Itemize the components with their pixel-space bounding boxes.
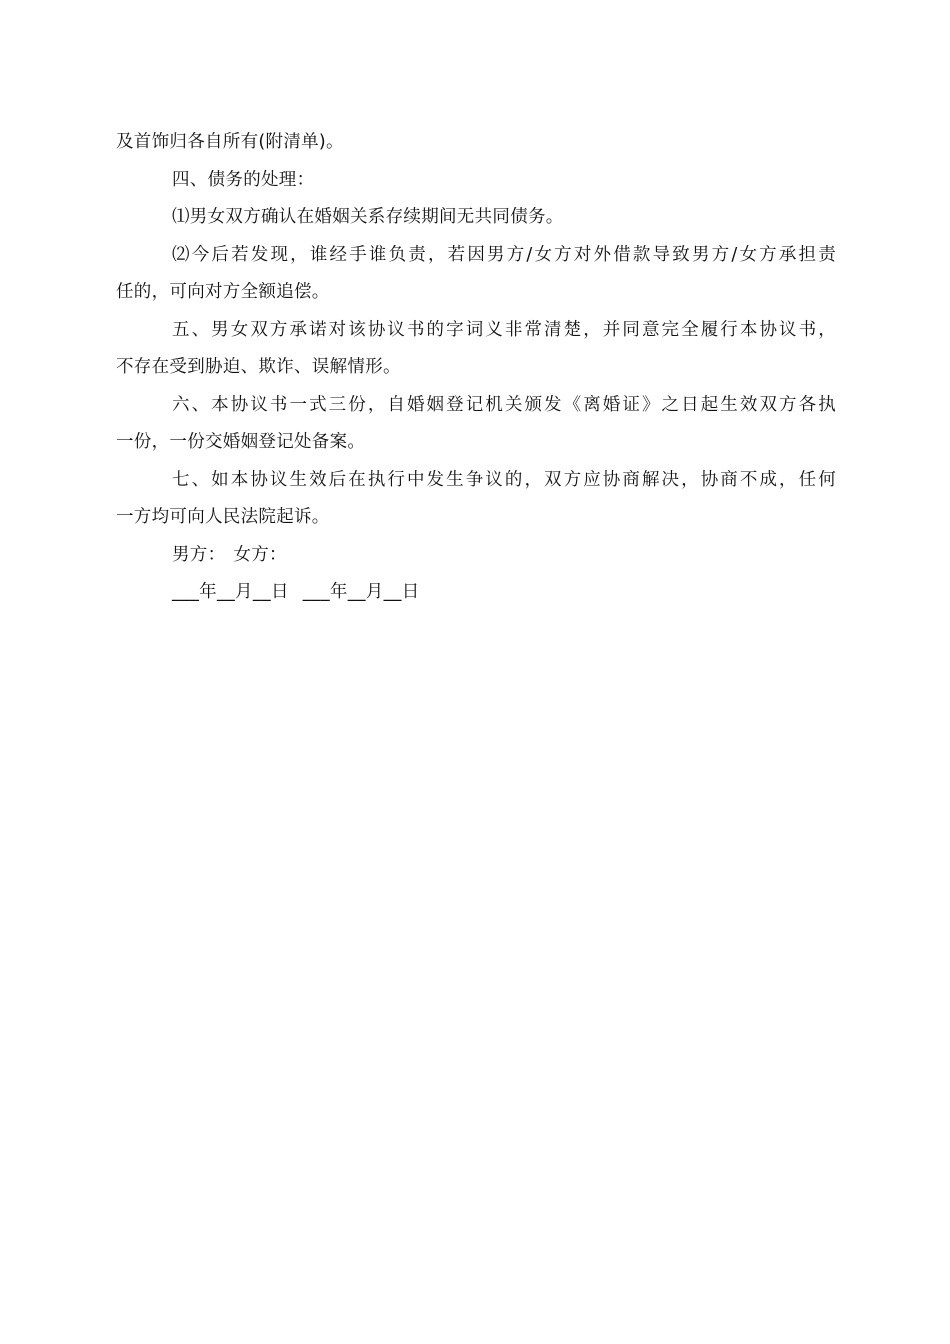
signature-line [116,537,836,575]
clause-5-line-2: 不存在受到胁迫、欺诈、误解情形。 [116,357,401,377]
female-signature-date: ___年__月__日 [302,582,420,602]
debt-item-1: ⑴男女双方确认在婚姻关系存续期间无共同债务。 [172,207,564,227]
debt-item-2-line-2: 任的，可向对方全额追偿。 [116,282,330,302]
clause-6-line-2: 一份，一份交婚姻登记处备案。 [116,432,366,452]
male-signature-date: ___年__月__日 [172,582,289,602]
clause-7-line-1: 七、如本协议生效后在执行中发生争议的，双方应协商解决，协商不成，任何 [172,469,836,490]
document-body [116,124,836,612]
clause-5-line-1: 五、男女双方承诺对该协议书的字词义非常清楚，并同意完全履行本协议书， [172,319,836,340]
debt-item-2-line-1: ⑵今后若发现，谁经手谁负责，若因男方/女方对外借款导致男方/女方承担责 [172,244,836,265]
debt-heading: 四、债务的处理： [172,169,315,190]
clause-7-line-2: 一方均可向人民法院起诉。 [116,507,330,527]
property-clause-tail: 及首饰归各自所有(附清单)。 [116,132,344,152]
female-signature-label: 女方： [233,544,287,565]
signature-date-line [116,574,836,612]
clause-6-line-1: 六、本协议书一式三份，自婚姻登记机关颁发《离婚证》之日起生效双方各执 [172,394,836,415]
male-signature-label: 男方： [172,544,226,565]
